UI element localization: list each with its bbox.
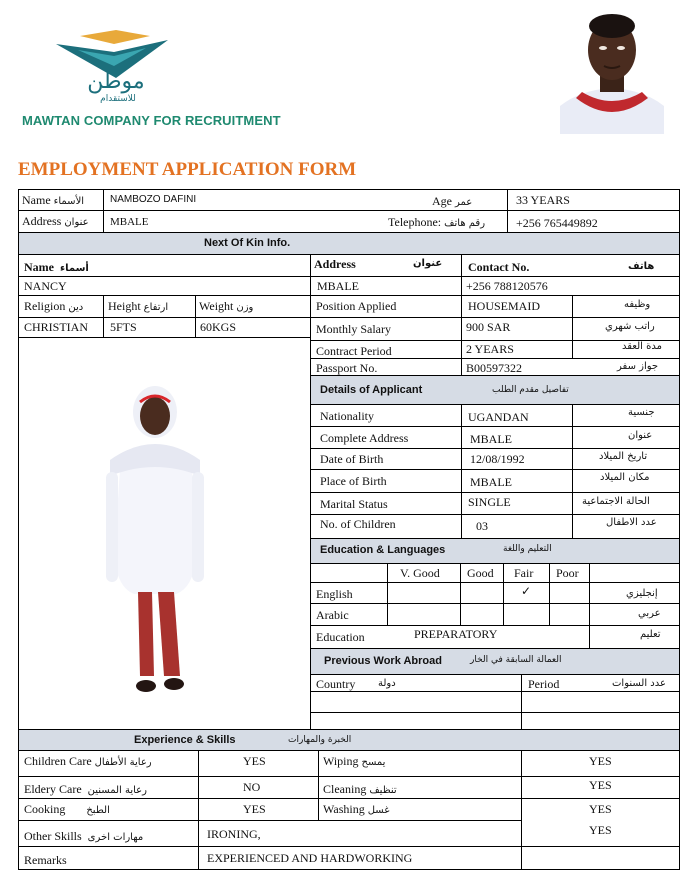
kin-contact-label: Contact No. — [468, 260, 530, 274]
cleaning-label: Cleaning تنظيف — [323, 782, 397, 796]
english-label: English — [316, 587, 353, 601]
kin-address-label-ar: عنوان — [413, 258, 443, 269]
children-care-value: YES — [243, 754, 266, 768]
period-label-ar: عدد السنوات — [612, 678, 666, 689]
eldery-care-value: NO — [243, 780, 261, 794]
weight-label: Weight وزن — [199, 299, 254, 313]
detail-label-pob: Place of Birth — [320, 474, 387, 488]
work-abroad-title: Previous Work Abroad — [324, 655, 442, 667]
table-rule-49 — [18, 846, 680, 847]
next-of-kin-title: Next Of Kin Info. — [204, 237, 291, 249]
table-rule-27 — [310, 538, 680, 539]
position-label-ar: وظيفه — [624, 299, 651, 310]
edu-col-fair: Fair — [514, 566, 534, 580]
table-rule-6 — [18, 254, 680, 255]
detail-label-ar-dob: تاريخ الميلاد — [599, 451, 648, 462]
company-name: MAWTAN COMPANY FOR RECRUITMENT — [22, 113, 281, 128]
table-rule-1 — [18, 869, 680, 870]
detail-label-ar-complete-address: عنوان — [628, 430, 653, 441]
detail-value-dob: 12/08/1992 — [470, 452, 525, 466]
table-rule-30 — [310, 563, 680, 564]
table-rule-17 — [103, 295, 104, 337]
religion-value: CHRISTIAN — [24, 320, 89, 334]
table-rule-28 — [461, 404, 462, 538]
detail-label-nationality: Nationality — [320, 409, 374, 423]
table-rule-33 — [310, 625, 680, 626]
telephone-label: Telephone: رقم هاتف — [388, 215, 486, 229]
height-value: 5FTS — [110, 320, 137, 334]
contract-value: 2 YEARS — [466, 342, 514, 356]
logo-arabic-subtext: للاستقدام — [100, 94, 136, 103]
detail-label-ar-nationality: جنسية — [628, 407, 655, 418]
detail-value-nationality: UGANDAN — [468, 410, 529, 424]
washing-value: YES — [589, 802, 612, 816]
table-rule-20 — [310, 375, 680, 376]
age-label: Age عمر — [432, 194, 473, 208]
position-label: Position Applied — [316, 299, 397, 313]
weight-value: 60KGS — [200, 320, 237, 334]
detail-label-children: No. of Children — [320, 517, 396, 531]
table-rule-18 — [195, 295, 196, 337]
kin-address-label: Address — [314, 257, 356, 271]
table-rule-12 — [18, 337, 311, 338]
kin-address-value: MBALE — [317, 279, 359, 293]
salary-value: 900 SAR — [466, 320, 511, 334]
remarks-value: EXPERIENCED AND HARDWORKING — [207, 851, 413, 865]
detail-label-ar-marital: الحالة الاجتماعية — [582, 496, 650, 507]
form-title: EMPLOYMENT APPLICATION FORM — [18, 159, 357, 180]
next-of-kin-band — [19, 232, 679, 254]
detail-label-ar-children: عدد الاطفال — [606, 517, 657, 528]
wiping-label: Wiping يمسح — [323, 754, 386, 768]
other-skills-label: Other Skills مهارات اخرى — [24, 829, 144, 843]
arabic-label: Arabic — [316, 608, 349, 622]
kin-contact-value: +256 788120576 — [466, 279, 548, 293]
children-care-label: Children Care رعاية الأطفال — [24, 754, 152, 768]
education-title-ar: التعليم واللغة — [503, 544, 552, 554]
other-skills-value: IRONING, — [207, 827, 261, 841]
company-logo — [18, 8, 203, 103]
table-rule-11 — [18, 317, 680, 318]
washing-label: Washing غسل — [323, 802, 390, 816]
arabic-label-ar: عربي — [638, 608, 661, 619]
table-rule-44 — [18, 729, 680, 730]
table-rule-42 — [310, 712, 680, 713]
skills-title: Experience & Skills — [134, 734, 236, 746]
salary-label: Monthly Salary — [316, 322, 391, 336]
table-rule-26 — [310, 514, 680, 515]
table-rule-5 — [18, 232, 680, 233]
age-value: 33 YEARS — [516, 193, 570, 207]
table-rule-23 — [310, 448, 680, 449]
table-rule-10 — [18, 295, 680, 296]
table-rule-7 — [103, 189, 104, 232]
detail-value-pob: MBALE — [470, 475, 512, 489]
detail-value-marital: SINGLE — [468, 495, 511, 509]
table-rule-3 — [679, 189, 680, 870]
english-fair-checkmark: ✓ — [521, 584, 532, 598]
details-title: Details of Applicant — [320, 384, 423, 396]
table-rule-25 — [310, 492, 680, 493]
table-rule-2 — [18, 189, 19, 870]
education-title: Education & Languages — [320, 544, 446, 556]
table-rule-36 — [460, 563, 461, 625]
table-rule-45 — [18, 750, 680, 751]
table-rule-4 — [18, 210, 680, 211]
english-label-ar: إنجليزي — [626, 588, 658, 599]
other-skills-right-value: YES — [589, 823, 612, 837]
table-rule-46 — [18, 776, 680, 777]
name-label: Name الأسماء — [22, 193, 85, 207]
work-abroad-title-ar: العمالة السابقة في الخار — [470, 655, 562, 665]
edu-col-vgood: V. Good — [400, 566, 440, 580]
education-value: PREPARATORY — [414, 627, 498, 641]
height-label: Height ارتفاع — [108, 299, 169, 313]
table-rule-14 — [310, 358, 680, 359]
table-rule-37 — [503, 563, 504, 625]
table-rule-39 — [589, 563, 590, 648]
cooking-value: YES — [243, 802, 266, 816]
table-rule-50 — [198, 750, 199, 870]
kin-contact-label-ar: هاتف — [628, 261, 655, 272]
contract-label: Contract Period — [316, 344, 392, 358]
applicant-name-value: NAMBOZO DAFINI — [110, 194, 197, 205]
country-label-ar: دولة — [378, 678, 396, 689]
table-rule-48 — [18, 820, 521, 821]
table-rule-29 — [572, 404, 573, 538]
passport-label-ar: جواز سفر — [617, 361, 659, 372]
detail-label-dob: Date of Birth — [320, 452, 384, 466]
table-rule-34 — [310, 648, 680, 649]
table-rule-22 — [310, 426, 680, 427]
kin-name-label: Name أسماء — [24, 260, 89, 274]
salary-label-ar: راتب شهري — [605, 321, 655, 332]
details-title-ar: تفاصيل مقدم الطلب — [492, 385, 569, 395]
education-label-ar: تعليم — [640, 629, 661, 640]
kin-name-value: NANCY — [24, 279, 67, 293]
table-rule-40 — [310, 674, 680, 675]
detail-label-complete-address: Complete Address — [320, 431, 409, 445]
detail-value-children: 03 — [476, 519, 488, 533]
wiping-value: YES — [589, 754, 612, 768]
table-rule-0 — [18, 189, 680, 190]
table-rule-43 — [521, 674, 522, 730]
table-rule-31 — [310, 582, 680, 583]
period-label: Period — [528, 677, 560, 691]
table-rule-52 — [521, 750, 522, 870]
table-rule-41 — [310, 691, 680, 692]
country-label: Country — [316, 677, 356, 691]
skills-title-ar: الخبرة والمهارات — [288, 735, 352, 745]
detail-label-ar-pob: مكان الميلاد — [600, 472, 650, 483]
eldery-care-label: Eldery Care رعاية المسنين — [24, 782, 147, 796]
remarks-label: Remarks — [24, 853, 67, 867]
edu-col-poor: Poor — [556, 566, 579, 580]
telephone-value: +256 765449892 — [516, 216, 598, 230]
religion-label: Religion دين — [24, 299, 84, 313]
logo-arabic-text: موطن — [87, 69, 145, 94]
applicant-full-body-photo — [100, 380, 220, 705]
table-rule-16 — [461, 254, 462, 375]
cooking-label: Cooking الطبخ — [24, 802, 110, 816]
detail-label-marital: Marital Status — [320, 497, 388, 511]
address-label: Address عنوان — [22, 214, 89, 228]
contract-label-ar: مدة العقد — [622, 341, 662, 352]
table-rule-8 — [507, 189, 508, 232]
table-rule-24 — [310, 469, 680, 470]
table-rule-35 — [387, 563, 388, 625]
table-rule-19 — [572, 295, 573, 358]
table-rule-51 — [318, 750, 319, 820]
education-label: Education — [316, 630, 365, 644]
applicant-portrait-photo — [560, 6, 664, 134]
table-rule-9 — [18, 276, 680, 277]
passport-label: Passport No. — [316, 361, 378, 375]
passport-value: B00597322 — [466, 361, 523, 375]
cleaning-value: YES — [589, 778, 612, 792]
table-rule-32 — [310, 603, 680, 604]
table-rule-21 — [310, 404, 680, 405]
address-value: MBALE — [110, 216, 149, 228]
table-rule-38 — [549, 563, 550, 625]
table-rule-47 — [18, 798, 680, 799]
edu-col-good: Good — [467, 566, 494, 580]
detail-value-complete-address: MBALE — [470, 432, 512, 446]
position-value: HOUSEMAID — [468, 299, 540, 313]
